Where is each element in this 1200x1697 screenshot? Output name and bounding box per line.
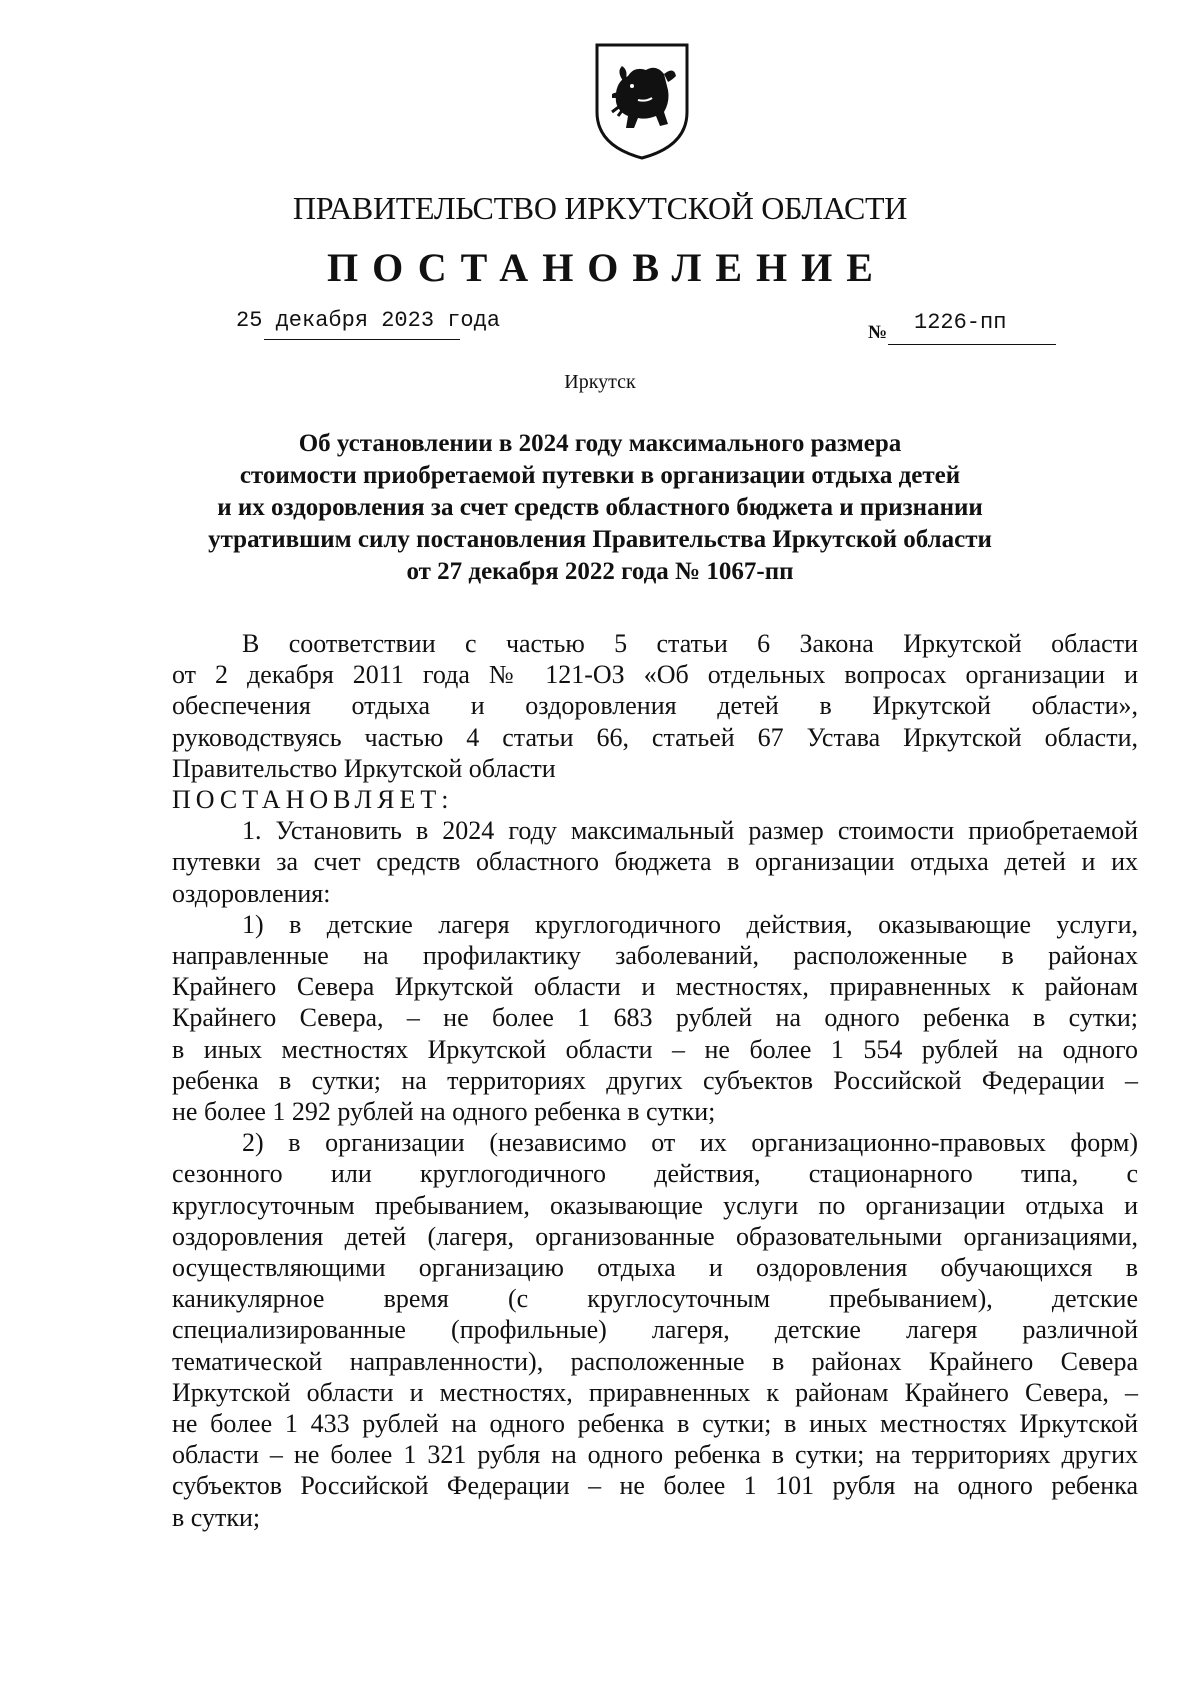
subject-line: утратившим силу постановления Правительства Иркутской области bbox=[208, 526, 992, 553]
item1-1-line: 1) в детские лагеря круглогодичного действия, оказывающие услуги, bbox=[242, 909, 1138, 939]
item1-2-line: в сутки; bbox=[172, 1502, 261, 1532]
document-number: 1226-пп bbox=[914, 310, 1007, 335]
subject-line: от 27 декабря 2022 года № 1067-пп bbox=[406, 558, 794, 585]
item1-line: 1. Установить в 2024 году максимальный размер стоимости приобретаемой bbox=[242, 816, 1138, 846]
item1-1-line: не более 1 292 рублей на одного ребенка в сутки; bbox=[172, 1097, 716, 1127]
item1-2-line: субъектов Российской Федерации – не более 1 101 рубля на одного ребенка bbox=[172, 1471, 1138, 1501]
date-underline bbox=[264, 339, 460, 340]
item1-1-line: Крайнего Севера, – не более 1 683 рублей на одного ребенка в сутки; bbox=[172, 1003, 1138, 1033]
item1-2-line: Иркутской области и местностях, приравненных к районам Крайнего Севера, – bbox=[172, 1377, 1138, 1407]
item1-1-line: направленные на профилактику заболеваний, расположенные в районах bbox=[172, 941, 1138, 971]
document-subject bbox=[0, 428, 1200, 588]
number-underline bbox=[888, 344, 1056, 345]
item1-1-line: ребенка в сутки; на территориях других субъектов Российской Федерации – bbox=[172, 1065, 1138, 1095]
coat-of-arms-emblem-icon bbox=[594, 42, 690, 160]
document-type-heading: ПОСТАНОВЛЕНИЕ bbox=[327, 245, 887, 290]
document-city: Иркутск bbox=[564, 371, 636, 393]
item1-2-line: специализированные (профильные) лагеря, детские лагеря различной bbox=[172, 1315, 1138, 1345]
item1-2-line: сезонного или круглогодичного действия, стационарного типа, с bbox=[172, 1159, 1138, 1189]
item1-2-line: тематической направленности), расположенные в районах Крайнего Севера bbox=[172, 1346, 1138, 1376]
item1-2-line: 2) в организации (независимо от их организационно-правовых форм) bbox=[242, 1128, 1138, 1158]
item1-2-line: каникулярное время (с круглосуточным пребыванием), детские bbox=[172, 1284, 1138, 1314]
item1-2-line: не более 1 433 рублей на одного ребенка в сутки; в иных местностях Иркутской bbox=[172, 1409, 1138, 1439]
resolves-heading: ПОСТАНОВЛЯЕТ: bbox=[172, 785, 454, 815]
subject-line: Об установлении в 2024 году максимального размера bbox=[298, 430, 902, 457]
item1-2-line: круглосуточным пребыванием, оказывающие услуги по организации отдыха и bbox=[172, 1190, 1138, 1220]
preamble-line: от 2 декабря 2011 года № 121-ОЗ «Об отдельных вопросах организации и bbox=[172, 660, 1138, 690]
document-date: 25 декабря 2023 года bbox=[236, 308, 501, 333]
subject-line: стоимости приобретаемой путевки в организации отдыха детей bbox=[239, 462, 961, 489]
preamble-line: руководствуясь частью 4 статьи 66, статьей 67 Устава Иркутской области, bbox=[172, 722, 1138, 752]
preamble-line: Правительство Иркутской области bbox=[172, 753, 556, 783]
preamble-line: В соответствии с частью 5 статьи 6 Закона Иркутской области bbox=[242, 629, 1138, 658]
item1-1-line: в иных местностях Иркутской области – не более 1 554 рублей на одного bbox=[172, 1034, 1138, 1064]
item1-line: оздоровления: bbox=[172, 878, 331, 908]
irkutsk-coat-of-arms-icon bbox=[594, 42, 690, 160]
item1-1-line: Крайнего Севера Иркутской области и местностях, приравненных к районам bbox=[172, 972, 1138, 1002]
number-sign: № bbox=[868, 322, 888, 343]
preamble-line: обеспечения отдыха и оздоровления детей в Иркутской области», bbox=[172, 691, 1138, 721]
item1-2-line: оздоровления детей (лагеря, организованные образовательными организациями, bbox=[172, 1221, 1138, 1251]
subject-line: и их оздоровления за счет средств областного бюджета и признании bbox=[217, 494, 983, 521]
document-body bbox=[172, 628, 1138, 1533]
government-title: ПРАВИТЕЛЬСТВО ИРКУТСКОЙ ОБЛАСТИ bbox=[292, 190, 908, 226]
item1-2-line: осуществляющими организацию отдыха и оздоровления обучающихся в bbox=[172, 1253, 1138, 1283]
item1-2-line: области – не более 1 321 рубля на одного ребенка в сутки; на территориях других bbox=[172, 1440, 1138, 1470]
item1-line: путевки за счет средств областного бюджета в организации отдыха детей и их bbox=[172, 847, 1138, 877]
